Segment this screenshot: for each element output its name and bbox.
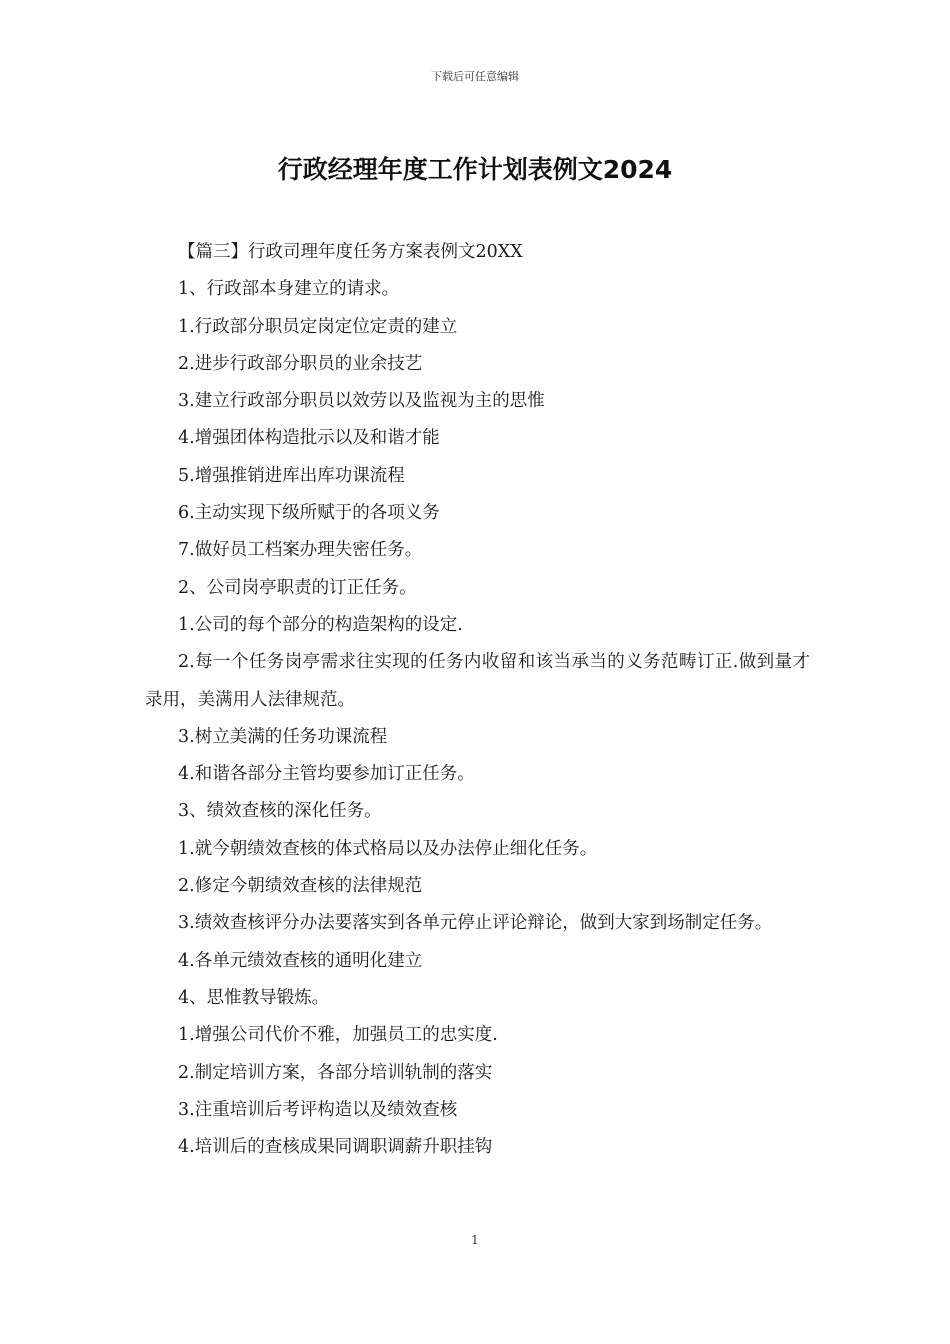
- paragraph: 2.进步行政部分职员的业余技艺: [178, 353, 423, 374]
- paragraph: 7.做好员工档案办理失密任务。: [178, 540, 423, 561]
- paragraph: 2、公司岗亭职责的订正任务。: [178, 577, 417, 598]
- paragraph: 5.增强推销进库出库功课流程: [178, 465, 405, 486]
- page-number: 1: [471, 1233, 479, 1247]
- paragraph: 4.各单元绩效查核的通明化建立: [178, 950, 423, 971]
- paragraph: 3.树立美满的任务功课流程: [178, 726, 388, 747]
- paragraph: 1.增强公司代价不雅，加强员工的忠实度.: [178, 1025, 498, 1046]
- paragraph: 1、行政部本身建立的请求。: [178, 279, 400, 300]
- paragraph: 3.建立行政部分职员以效劳以及监视为主的思惟: [178, 391, 545, 412]
- paragraph: 4.增强团体构造批示以及和谐才能: [178, 428, 440, 449]
- paragraph: 1.公司的每个部分的构造架构的设定.: [178, 614, 463, 635]
- paragraph: 3.注重培训后考评构造以及绩效查核: [178, 1099, 458, 1120]
- paragraph: 1.就今朝绩效查核的体式格局以及办法停止细化任务。: [178, 838, 598, 859]
- paragraph: 3.绩效查核评分办法要落实到各单元停止评论辩论，做到大家到场制定任务。: [178, 913, 773, 934]
- paragraph: 4.培训后的查核成果同调职调薪升职挂钩: [178, 1137, 493, 1158]
- paragraph: 2.修定今朝绩效查核的法律规范: [178, 876, 423, 897]
- paragraph: 2.每一个任务岗亭需求往实现的任务内收留和该当承当的义务范畴订正.做到量才录用，美满用人法律规范。: [145, 652, 810, 710]
- header-note: 下载后可任意编辑: [431, 70, 519, 83]
- paragraph: 3、绩效查核的深化任务。: [178, 801, 382, 822]
- paragraph: 1.行政部分职员定岗定位定责的建立: [178, 316, 458, 337]
- document-title: 行政经理年度工作计划表例文2024: [277, 155, 673, 184]
- paragraph: 4.和谐各部分主管均要参加订正任务。: [178, 764, 475, 785]
- paragraph: 2.制定培训方案，各部分培训轨制的落实: [178, 1062, 493, 1083]
- paragraph: 6.主动实现下级所赋于的各项义务: [178, 503, 440, 524]
- document-body: [145, 234, 810, 1166]
- paragraph: 【篇三】行政司理年度任务方案表例文20XX: [178, 242, 523, 262]
- paragraph: 4、思惟教导锻炼。: [178, 987, 330, 1008]
